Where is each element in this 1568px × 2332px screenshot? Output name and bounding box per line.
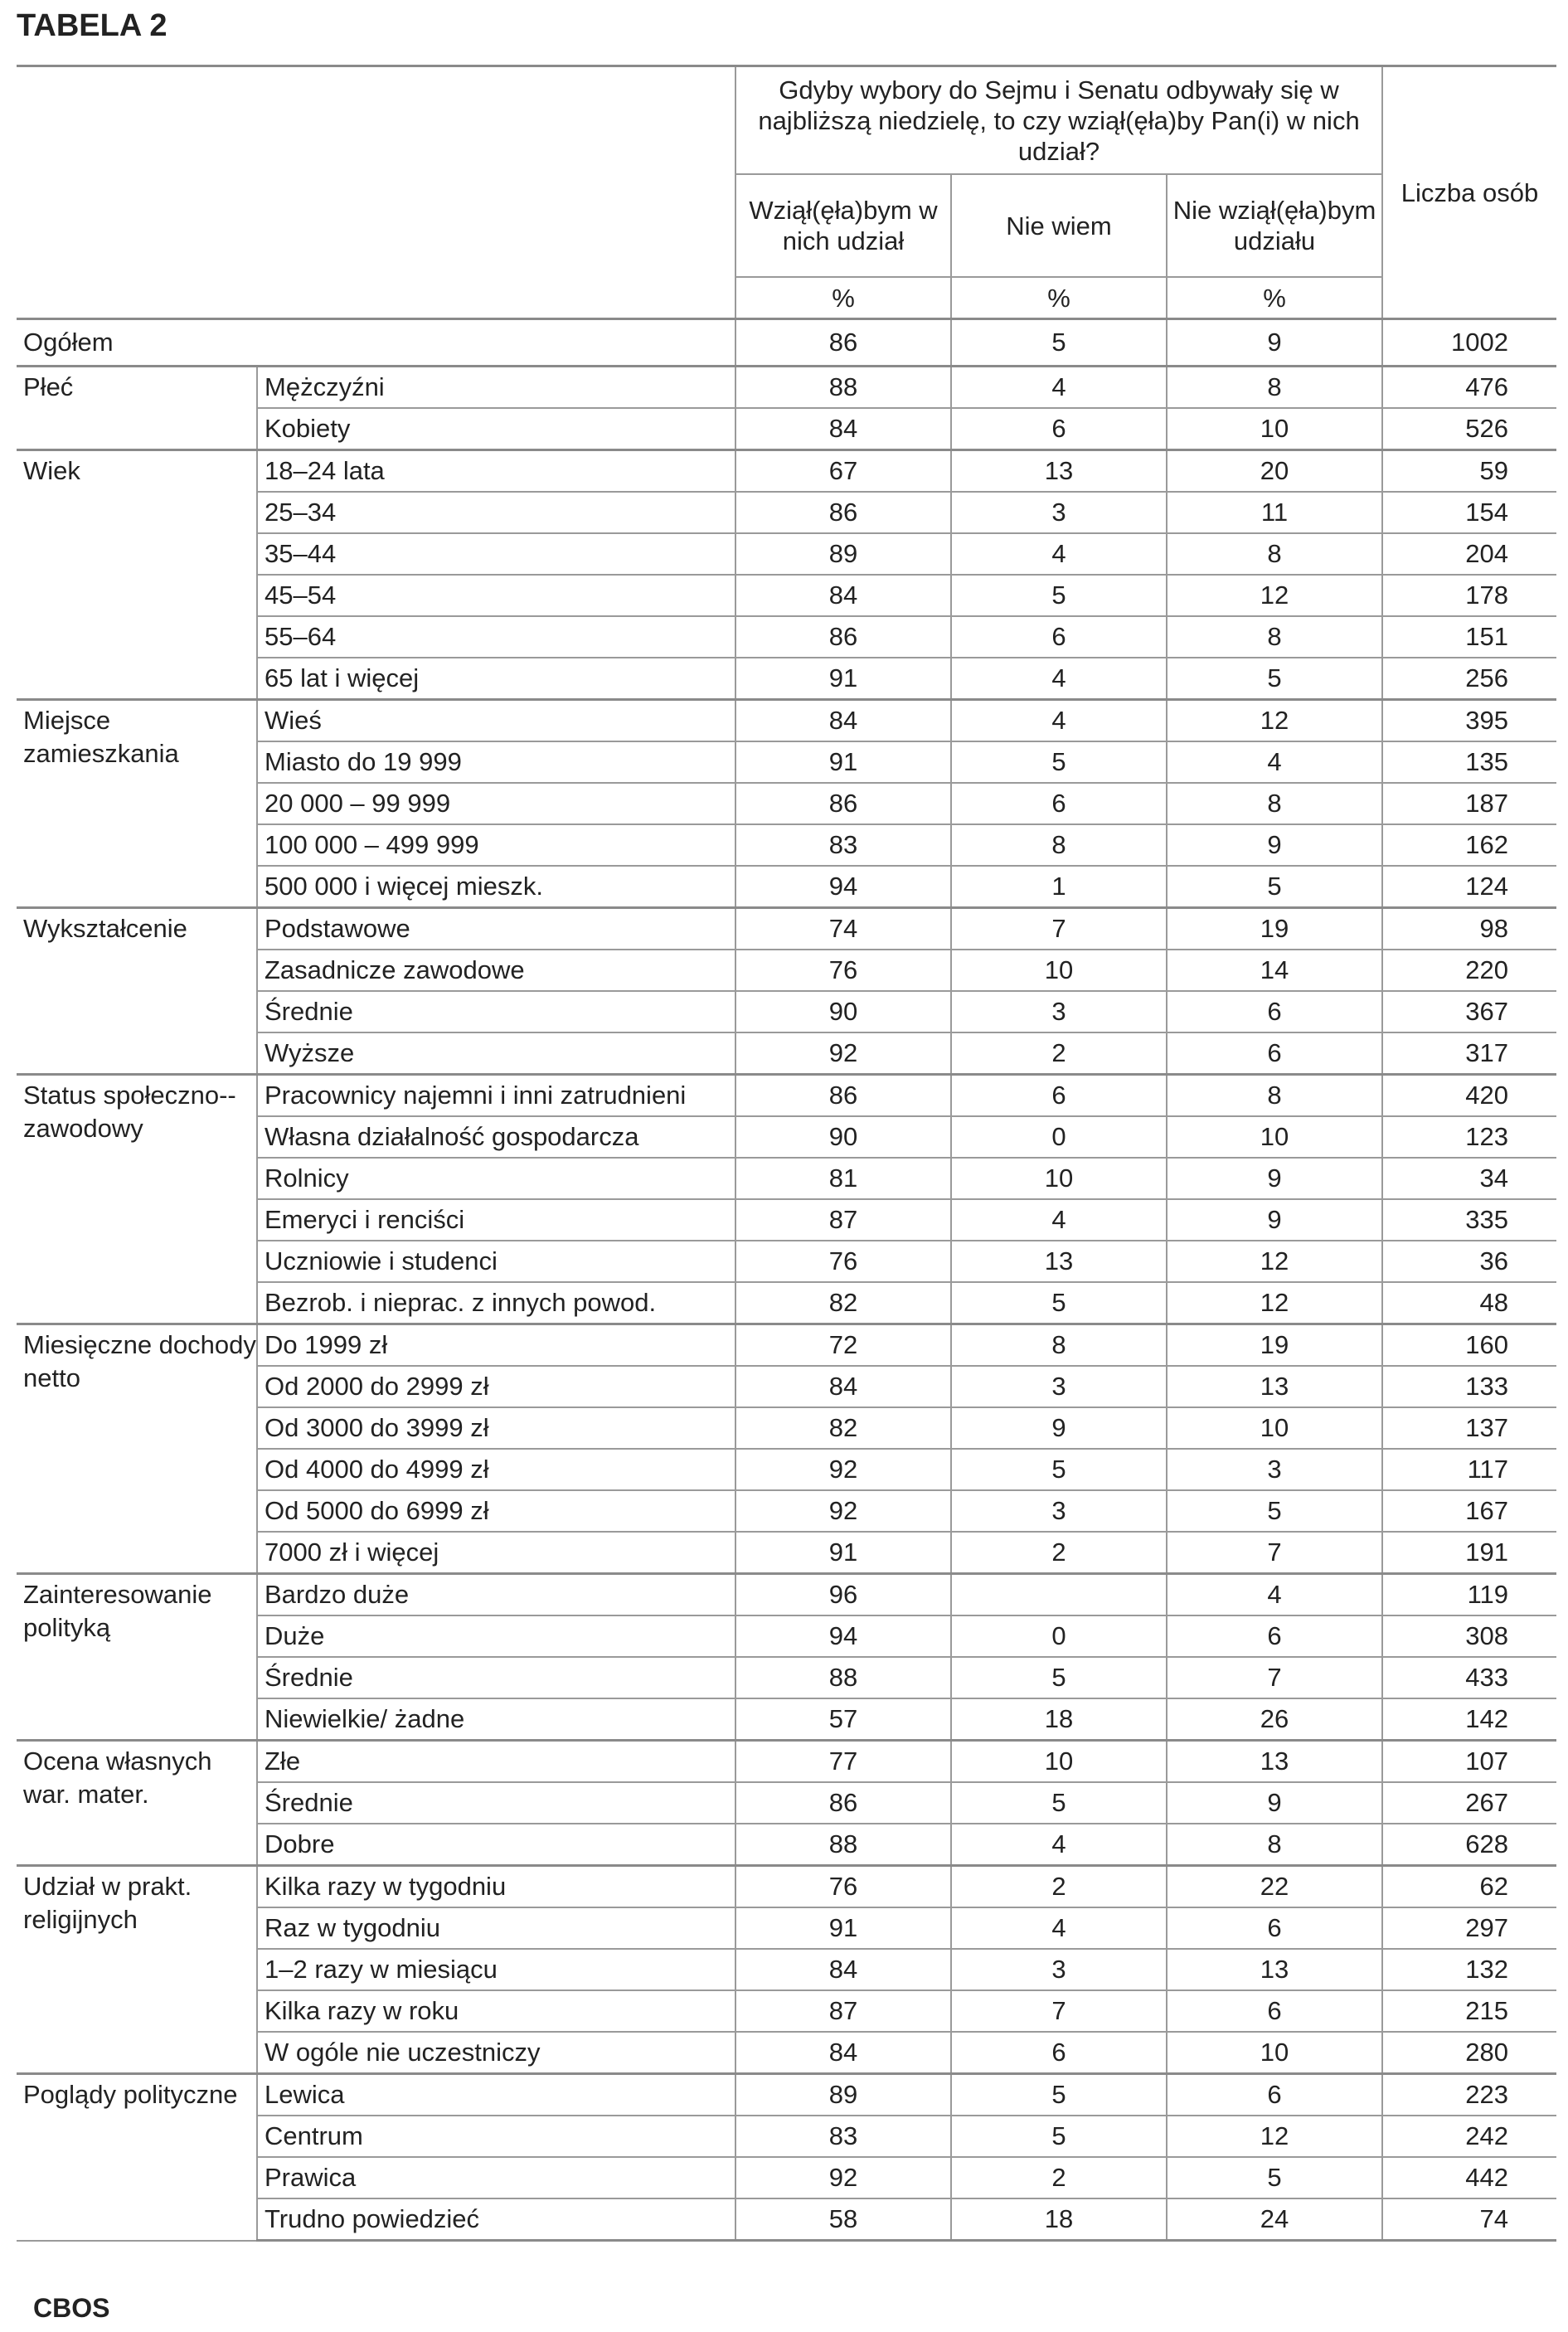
value-count: 135 [1382,741,1556,783]
value-dont-know: 4 [951,1824,1167,1866]
value-yes: 91 [735,658,951,700]
category-label: Dobre [257,1824,735,1866]
value-yes: 92 [735,2157,951,2198]
value-dont-know: 4 [951,658,1167,700]
question-header: Gdyby wybory do Sejmu i Senatu odbywały się w najbliższą niedzielę, to czy wziął(ęła)by Pan(i) w nich udział? [735,66,1382,175]
value-yes: 88 [735,1657,951,1698]
group-label: Status społeczno--zawodowy [17,1075,257,1324]
value-no: 12 [1167,700,1382,742]
value-no: 4 [1167,741,1382,783]
value-yes: 86 [735,1782,951,1824]
group-label: Zainteresowanie polityką [17,1574,257,1741]
value-yes: 88 [735,1824,951,1866]
value-dont-know: 6 [951,616,1167,658]
category-label: Lewica [257,2074,735,2116]
value-dont-know: 3 [951,492,1167,533]
value-dont-know: 10 [951,950,1167,991]
value-no: 6 [1167,1990,1382,2032]
category-label: Uczniowie i studenci [257,1241,735,1282]
value-dont-know: 9 [951,1407,1167,1449]
total-row [17,319,1556,367]
value-dont-know: 3 [951,1490,1167,1532]
value-count: 142 [1382,1698,1556,1741]
value-no: 5 [1167,1490,1382,1532]
value-yes: 84 [735,1366,951,1407]
value-count: 62 [1382,1866,1556,1908]
value-yes: 72 [735,1324,951,1367]
value-no: 12 [1167,2116,1382,2157]
table-header [17,66,1556,319]
category-label: Bardzo duże [257,1574,735,1616]
value-count: 526 [1382,408,1556,450]
category-label: Raz w tygodniu [257,1907,735,1949]
value-no: 6 [1167,1032,1382,1075]
value-dont-know: 6 [951,408,1167,450]
value-count: 36 [1382,1241,1556,1282]
value-no: 8 [1167,616,1382,658]
count-header: Liczba osób [1382,66,1556,319]
total-count: 1002 [1382,319,1556,367]
category-label: 500 000 i więcej mieszk. [257,866,735,908]
value-yes: 84 [735,1949,951,1990]
value-yes: 82 [735,1407,951,1449]
value-no: 9 [1167,1199,1382,1241]
unit-dont-know: % [951,277,1167,319]
value-yes: 86 [735,1075,951,1117]
value-dont-know: 6 [951,783,1167,824]
category-label: Wyższe [257,1032,735,1075]
total-yes: 86 [735,319,951,367]
value-yes: 58 [735,2198,951,2241]
value-yes: 92 [735,1449,951,1490]
value-yes: 76 [735,950,951,991]
value-no: 11 [1167,492,1382,533]
category-label: Od 5000 do 6999 zł [257,1490,735,1532]
category-label: Kilka razy w tygodniu [257,1866,735,1908]
value-yes: 83 [735,2116,951,2157]
value-no: 9 [1167,1158,1382,1199]
value-no: 6 [1167,991,1382,1032]
value-dont-know: 5 [951,1449,1167,1490]
value-count: 335 [1382,1199,1556,1241]
value-yes: 77 [735,1741,951,1783]
table-row [17,1574,1556,1616]
group-label: Wiek [17,450,257,700]
value-dont-know: 8 [951,1324,1167,1367]
group-label: Udział w prakt. religijnych [17,1866,257,2074]
value-count: 442 [1382,2157,1556,2198]
table-row [17,1866,1556,1908]
category-label: Podstawowe [257,908,735,950]
value-dont-know: 0 [951,1116,1167,1158]
value-count: 256 [1382,658,1556,700]
value-no: 7 [1167,1657,1382,1698]
total-label: Ogółem [17,319,735,367]
category-label: Średnie [257,1657,735,1698]
value-dont-know: 5 [951,1282,1167,1324]
group-label: Ocena własnych war. mater. [17,1741,257,1866]
value-count: 220 [1382,950,1556,991]
category-label: 1–2 razy w miesiącu [257,1949,735,1990]
value-dont-know: 13 [951,450,1167,493]
value-yes: 89 [735,2074,951,2116]
value-count: 107 [1382,1741,1556,1783]
value-yes: 90 [735,991,951,1032]
category-label: Zasadnicze zawodowe [257,950,735,991]
table-body [17,319,1556,2241]
value-dont-know: 5 [951,575,1167,616]
value-yes: 86 [735,492,951,533]
category-label: 25–34 [257,492,735,533]
value-yes: 84 [735,2032,951,2074]
group-label: Wykształcenie [17,908,257,1075]
value-count: 476 [1382,367,1556,409]
table-row [17,700,1556,742]
value-no: 4 [1167,1574,1382,1616]
value-yes: 90 [735,1116,951,1158]
value-count: 124 [1382,866,1556,908]
category-label: Niewielkie/ żadne [257,1698,735,1741]
unit-yes: % [735,277,951,319]
value-no: 26 [1167,1698,1382,1741]
value-no: 6 [1167,1907,1382,1949]
value-yes: 87 [735,1990,951,2032]
category-label: Wieś [257,700,735,742]
category-label: Średnie [257,991,735,1032]
category-label: Od 2000 do 2999 zł [257,1366,735,1407]
source-footer: CBOS [33,2293,110,2323]
value-dont-know: 2 [951,1532,1167,1574]
value-count: 154 [1382,492,1556,533]
value-dont-know: 5 [951,1657,1167,1698]
value-dont-know: 2 [951,2157,1167,2198]
value-no: 9 [1167,1782,1382,1824]
group-label: Miesięczne dochody netto [17,1324,257,1574]
column-header-yes: Wziął(ęła)bym w nich udział [735,174,951,277]
value-no: 6 [1167,2074,1382,2116]
value-yes: 92 [735,1032,951,1075]
value-dont-know: 18 [951,2198,1167,2241]
value-dont-know: 0 [951,1615,1167,1657]
value-no: 3 [1167,1449,1382,1490]
value-no: 19 [1167,908,1382,950]
value-dont-know [951,1574,1167,1616]
value-count: 317 [1382,1032,1556,1075]
value-yes: 94 [735,1615,951,1657]
value-count: 242 [1382,2116,1556,2157]
value-count: 167 [1382,1490,1556,1532]
category-label: Kilka razy w roku [257,1990,735,2032]
value-count: 223 [1382,2074,1556,2116]
value-count: 628 [1382,1824,1556,1866]
value-count: 215 [1382,1990,1556,2032]
value-yes: 74 [735,908,951,950]
group-label: Poglądy polityczne [17,2074,257,2241]
value-dont-know: 10 [951,1158,1167,1199]
value-yes: 67 [735,450,951,493]
value-count: 117 [1382,1449,1556,1490]
value-no: 10 [1167,408,1382,450]
value-yes: 86 [735,783,951,824]
value-yes: 81 [735,1158,951,1199]
value-no: 8 [1167,1075,1382,1117]
category-label: Średnie [257,1782,735,1824]
value-yes: 88 [735,367,951,409]
value-no: 8 [1167,367,1382,409]
total-no: 9 [1167,319,1382,367]
category-label: 55–64 [257,616,735,658]
value-no: 24 [1167,2198,1382,2241]
value-no: 22 [1167,1866,1382,1908]
category-label: Do 1999 zł [257,1324,735,1367]
value-dont-know: 18 [951,1698,1167,1741]
category-label: 35–44 [257,533,735,575]
value-dont-know: 10 [951,1741,1167,1783]
value-dont-know: 6 [951,1075,1167,1117]
value-count: 178 [1382,575,1556,616]
value-count: 123 [1382,1116,1556,1158]
value-no: 8 [1167,783,1382,824]
value-dont-know: 7 [951,908,1167,950]
value-no: 13 [1167,1741,1382,1783]
value-count: 137 [1382,1407,1556,1449]
value-yes: 91 [735,1532,951,1574]
column-header-dont-know: Nie wiem [951,174,1167,277]
value-no: 12 [1167,575,1382,616]
table-row [17,450,1556,493]
value-count: 191 [1382,1532,1556,1574]
table-row [17,1741,1556,1783]
value-count: 280 [1382,2032,1556,2074]
value-no: 10 [1167,1116,1382,1158]
value-no: 20 [1167,450,1382,493]
value-dont-know: 4 [951,700,1167,742]
header-corner [17,66,735,319]
value-dont-know: 4 [951,533,1167,575]
value-count: 151 [1382,616,1556,658]
value-no: 10 [1167,1407,1382,1449]
value-no: 8 [1167,533,1382,575]
category-label: Rolnicy [257,1158,735,1199]
group-label: Płeć [17,367,257,450]
value-dont-know: 8 [951,824,1167,866]
category-label: Centrum [257,2116,735,2157]
value-yes: 76 [735,1241,951,1282]
value-no: 9 [1167,824,1382,866]
unit-no: % [1167,277,1382,319]
value-no: 6 [1167,1615,1382,1657]
value-count: 162 [1382,824,1556,866]
value-count: 297 [1382,1907,1556,1949]
value-no: 12 [1167,1241,1382,1282]
value-count: 132 [1382,1949,1556,1990]
value-no: 8 [1167,1824,1382,1866]
value-dont-know: 2 [951,1866,1167,1908]
value-yes: 84 [735,575,951,616]
category-label: 7000 zł i więcej [257,1532,735,1574]
value-yes: 57 [735,1698,951,1741]
value-yes: 91 [735,1907,951,1949]
value-count: 204 [1382,533,1556,575]
category-label: Miasto do 19 999 [257,741,735,783]
value-dont-know: 5 [951,2116,1167,2157]
value-count: 160 [1382,1324,1556,1367]
value-yes: 82 [735,1282,951,1324]
value-no: 5 [1167,658,1382,700]
value-count: 395 [1382,700,1556,742]
value-no: 13 [1167,1366,1382,1407]
category-label: 65 lat i więcej [257,658,735,700]
value-count: 267 [1382,1782,1556,1824]
table-row [17,1324,1556,1367]
category-label: Trudno powiedzieć [257,2198,735,2241]
category-label: W ogóle nie uczestniczy [257,2032,735,2074]
value-yes: 86 [735,616,951,658]
value-no: 10 [1167,2032,1382,2074]
value-dont-know: 3 [951,1949,1167,1990]
survey-table [17,65,1556,2242]
value-yes: 96 [735,1574,951,1616]
value-count: 133 [1382,1366,1556,1407]
value-yes: 84 [735,700,951,742]
value-yes: 84 [735,408,951,450]
category-label: 20 000 – 99 999 [257,783,735,824]
value-yes: 83 [735,824,951,866]
value-no: 5 [1167,2157,1382,2198]
value-dont-know: 13 [951,1241,1167,1282]
value-dont-know: 3 [951,1366,1167,1407]
category-label: 18–24 lata [257,450,735,493]
value-no: 14 [1167,950,1382,991]
table-title: TABELA 2 [17,8,167,43]
value-dont-know: 4 [951,1199,1167,1241]
table-row [17,2074,1556,2116]
value-count: 48 [1382,1282,1556,1324]
value-count: 98 [1382,908,1556,950]
value-dont-know: 5 [951,741,1167,783]
value-dont-know: 1 [951,866,1167,908]
value-no: 19 [1167,1324,1382,1367]
value-dont-know: 2 [951,1032,1167,1075]
value-yes: 76 [735,1866,951,1908]
category-label: Od 4000 do 4999 zł [257,1449,735,1490]
value-no: 13 [1167,1949,1382,1990]
value-no: 12 [1167,1282,1382,1324]
value-yes: 94 [735,866,951,908]
category-label: 45–54 [257,575,735,616]
value-yes: 89 [735,533,951,575]
table-row [17,908,1556,950]
category-label: Własna działalność gospodarcza [257,1116,735,1158]
value-count: 34 [1382,1158,1556,1199]
value-count: 433 [1382,1657,1556,1698]
value-count: 74 [1382,2198,1556,2241]
value-yes: 92 [735,1490,951,1532]
value-dont-know: 6 [951,2032,1167,2074]
table-row [17,1075,1556,1117]
column-header-no: Nie wziął(ęła)bym udziału [1167,174,1382,277]
category-label: Kobiety [257,408,735,450]
value-yes: 87 [735,1199,951,1241]
value-no: 5 [1167,866,1382,908]
value-dont-know: 7 [951,1990,1167,2032]
category-label: Duże [257,1615,735,1657]
value-count: 59 [1382,450,1556,493]
value-yes: 91 [735,741,951,783]
value-count: 187 [1382,783,1556,824]
category-label: 100 000 – 499 999 [257,824,735,866]
value-count: 420 [1382,1075,1556,1117]
value-no: 7 [1167,1532,1382,1574]
value-dont-know: 5 [951,1782,1167,1824]
category-label: Od 3000 do 3999 zł [257,1407,735,1449]
value-dont-know: 3 [951,991,1167,1032]
total-dont-know: 5 [951,319,1167,367]
value-count: 308 [1382,1615,1556,1657]
category-label: Prawica [257,2157,735,2198]
table-row [17,367,1556,409]
value-count: 119 [1382,1574,1556,1616]
category-label: Bezrob. i nieprac. z innych powod. [257,1282,735,1324]
category-label: Emeryci i renciści [257,1199,735,1241]
category-label: Mężczyźni [257,367,735,409]
value-count: 367 [1382,991,1556,1032]
value-dont-know: 4 [951,1907,1167,1949]
value-dont-know: 5 [951,2074,1167,2116]
category-label: Pracownicy najemni i inni zatrudnieni [257,1075,735,1117]
value-dont-know: 4 [951,367,1167,409]
group-label: Miejsce zamieszkania [17,700,257,908]
category-label: Złe [257,1741,735,1783]
